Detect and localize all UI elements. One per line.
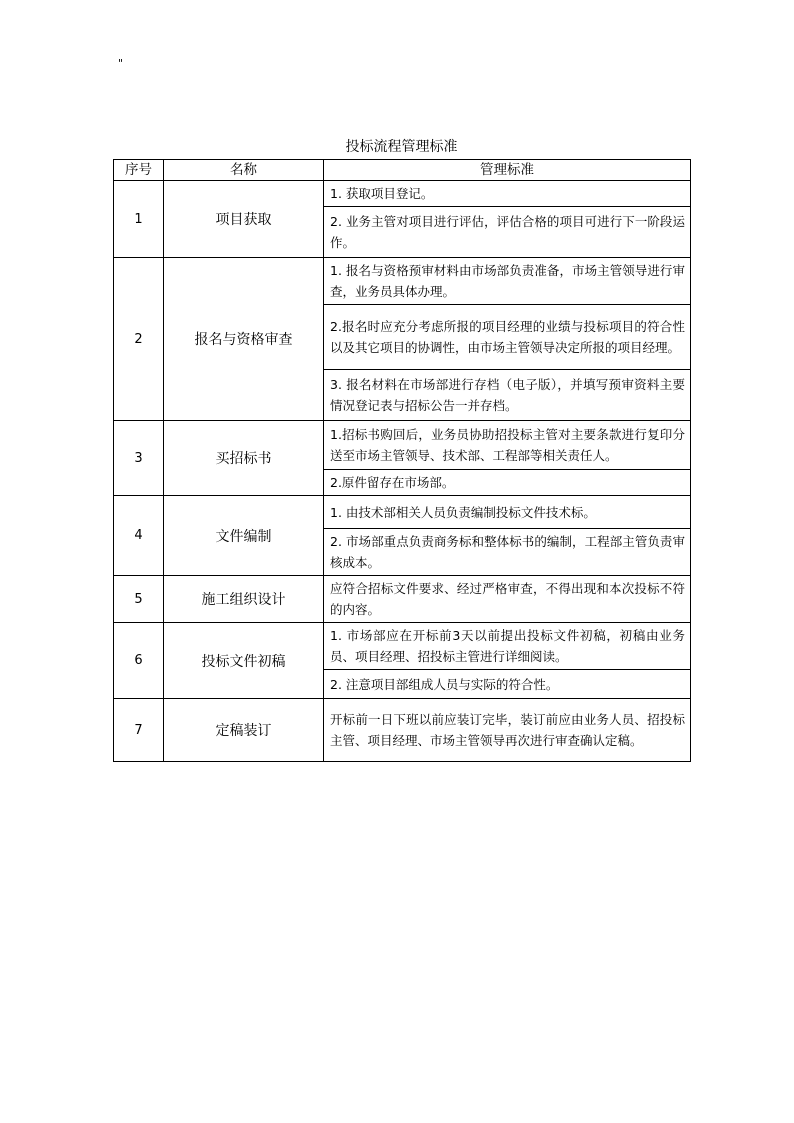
row-name: 项目获取 <box>164 181 324 258</box>
table-row <box>114 576 691 623</box>
row-name: 投标文件初稿 <box>164 623 324 699</box>
table-row <box>114 623 691 670</box>
row-no: 6 <box>114 623 164 699</box>
standard-item: 2. 市场部重点负责商务标和整体标书的编制，工程部主管负责审核成本。 <box>324 529 691 576</box>
standard-item: 3. 报名材料在市场部进行存档（电子版），并填写预审资料主要情况登记表与招标公告一并存档。 <box>324 370 691 421</box>
standard-item: 1. 市场部应在开标前3天以前提出投标文件初稿，初稿由业务员、项目经理、招投标主管进行详细阅读。 <box>324 623 691 670</box>
row-name: 买招标书 <box>164 421 324 496</box>
standard-item: 开标前一日下班以前应装订完毕，装订前应由业务人员、招投标主管、项目经理、市场主管领导再次进行审查确认定稿。 <box>324 699 691 762</box>
table-row <box>114 181 691 207</box>
header-no: 序号 <box>114 160 164 181</box>
document-title: 投标流程管理标准 <box>345 139 458 155</box>
row-name: 施工组织设计 <box>164 576 324 623</box>
header-name: 名称 <box>164 160 324 181</box>
standard-item: 2.原件留存在市场部。 <box>324 470 691 496</box>
table-row <box>114 699 691 762</box>
row-name: 报名与资格审查 <box>164 258 324 421</box>
top-quote-mark: " <box>118 57 124 70</box>
row-name: 定稿装订 <box>164 699 324 762</box>
standard-item: 2. 业务主管对项目进行评估，评估合格的项目可进行下一阶段运作。 <box>324 207 691 258</box>
standard-item: 1. 获取项目登记。 <box>324 181 691 207</box>
header-standard: 管理标准 <box>324 160 691 181</box>
table-row <box>114 258 691 305</box>
row-no: 1 <box>114 181 164 258</box>
standard-item: 1. 由技术部相关人员负责编制投标文件技术标。 <box>324 496 691 529</box>
row-no: 7 <box>114 699 164 762</box>
standard-item: 2.报名时应充分考虑所报的项目经理的业绩与投标项目的符合性以及其它项目的协调性，由市场主管领导决定所报的项目经理。 <box>324 305 691 370</box>
table-row <box>114 496 691 529</box>
standard-item: 1. 报名与资格预审材料由市场部负责准备，市场主管领导进行审查，业务员具体办理。 <box>324 258 691 305</box>
table-row <box>114 421 691 470</box>
row-no: 4 <box>114 496 164 576</box>
row-no: 5 <box>114 576 164 623</box>
management-standard-table <box>113 159 691 762</box>
standard-item: 2. 注意项目部组成人员与实际的符合性。 <box>324 670 691 699</box>
row-no: 3 <box>114 421 164 496</box>
standard-item: 1.招标书购回后，业务员协助招投标主管对主要条款进行复印分送至市场主管领导、技术部、工程部等相关责任人。 <box>324 421 691 470</box>
row-name: 文件编制 <box>164 496 324 576</box>
row-no: 2 <box>114 258 164 421</box>
standard-item: 应符合招标文件要求、经过严格审查，不得出现和本次投标不符的内容。 <box>324 576 691 623</box>
table-header-row <box>114 160 691 181</box>
